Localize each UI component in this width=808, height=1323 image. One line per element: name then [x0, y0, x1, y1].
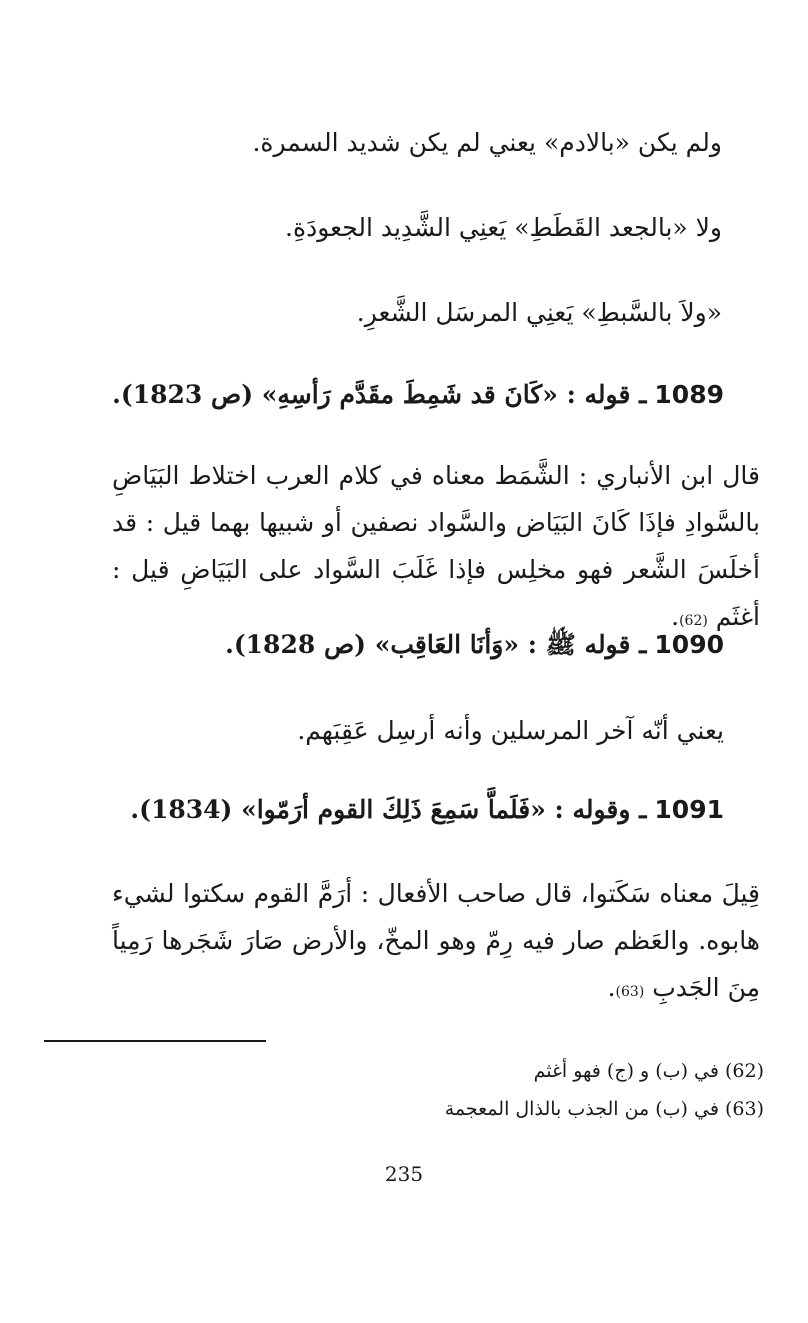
footnote-63: (63) في (ب) من الجذب بالذال المعجمة [444, 1098, 764, 1120]
text-line-jaad: ولا «بالجعد القَطَطِ» يَعنِي الشَّدِيد الجعودَةِ. [285, 213, 722, 242]
paragraph-shamat: قال ابن الأنباري : الشَّمَط معناه في كلام العرب اختلاط البَيَاضِ بالسَّوادِ فإذَا كَانَ البَيَاض والسَّواد نصفين أو شبيها بهما قيل : قد أخلَسَ الشَّعر فهو مخلِس فإذا غَلَبَ السَّواد على البَيَاضِ قيل : أغثَم (62). [112, 461, 760, 631]
paragraph-text: قِيلَ معناه سَكَتوا، قال صاحب الأفعال : أرَمَّ القوم سكتوا لشيء هابوه. والعَظم صار فيه رِمّ وهو المخّ، والأرض صَارَ شَجَرها رَمِياً مِنَ الجَدبِ [112, 879, 760, 1002]
paragraph-aramma: قِيلَ معناه سَكَتوا، قال صاحب الأفعال : أرَمَّ القوم سكتوا لشيء هابوه. والعَظم صار فيه رِمّ وهو المخّ، والأرض صَارَ شَجَرها رَمِياً مِنَ الجَدبِ (63). [112, 879, 760, 1002]
entry-number: 1089 [654, 380, 724, 409]
entry-text: ـ قوله : «كَانَ قد شَمِطَ مقَدَّم رَأسِهِ» (ص 1823). [112, 380, 647, 409]
footnote-ref-63: (63) [615, 984, 645, 1000]
paragraph-text: قال ابن الأنباري : الشَّمَط معناه في كلام العرب اختلاط البَيَاضِ بالسَّوادِ فإذَا كَانَ البَيَاض والسَّواد نصفين أو شبيها بهما قيل : قد أخلَسَ الشَّعر فهو مخلِس فإذا غَلَبَ السَّواد على البَيَاضِ قيل : أغثَم [112, 461, 760, 631]
entry-number: 1090 [654, 630, 724, 659]
entry-number: 1091 [654, 795, 724, 824]
entry-1090 [225, 632, 724, 657]
text-line-sabt: «ولاَ بالسَّبطِ» يَعنِي المرسَل الشَّعرِ. [356, 298, 722, 327]
entry-text: ـ قوله ﷺ : «وَأنَا العَاقِب» (ص 1828). [225, 630, 647, 659]
entry-1091 [130, 797, 724, 822]
page-number: 235 [384, 1162, 424, 1186]
footnote-62: (62) في (ب) و (ج) فهو أغثم [533, 1060, 764, 1082]
footnote-divider [44, 1040, 266, 1042]
text-line-adam: ولم يكن «بالادم» يعني لم يكن شديد السمرة. [252, 128, 722, 157]
entry-text: ـ وقوله : «فَلَماَّ سَمِعَ ذَلِكَ القوم أرَمّوا» (1834). [130, 795, 647, 824]
entry-1089 [112, 382, 724, 407]
text-line-aqib: يعني أنّه آخر المرسلين وأنه أرسِل عَقِبَهم. [297, 716, 724, 745]
footnote-ref-62: (62) [679, 613, 708, 629]
